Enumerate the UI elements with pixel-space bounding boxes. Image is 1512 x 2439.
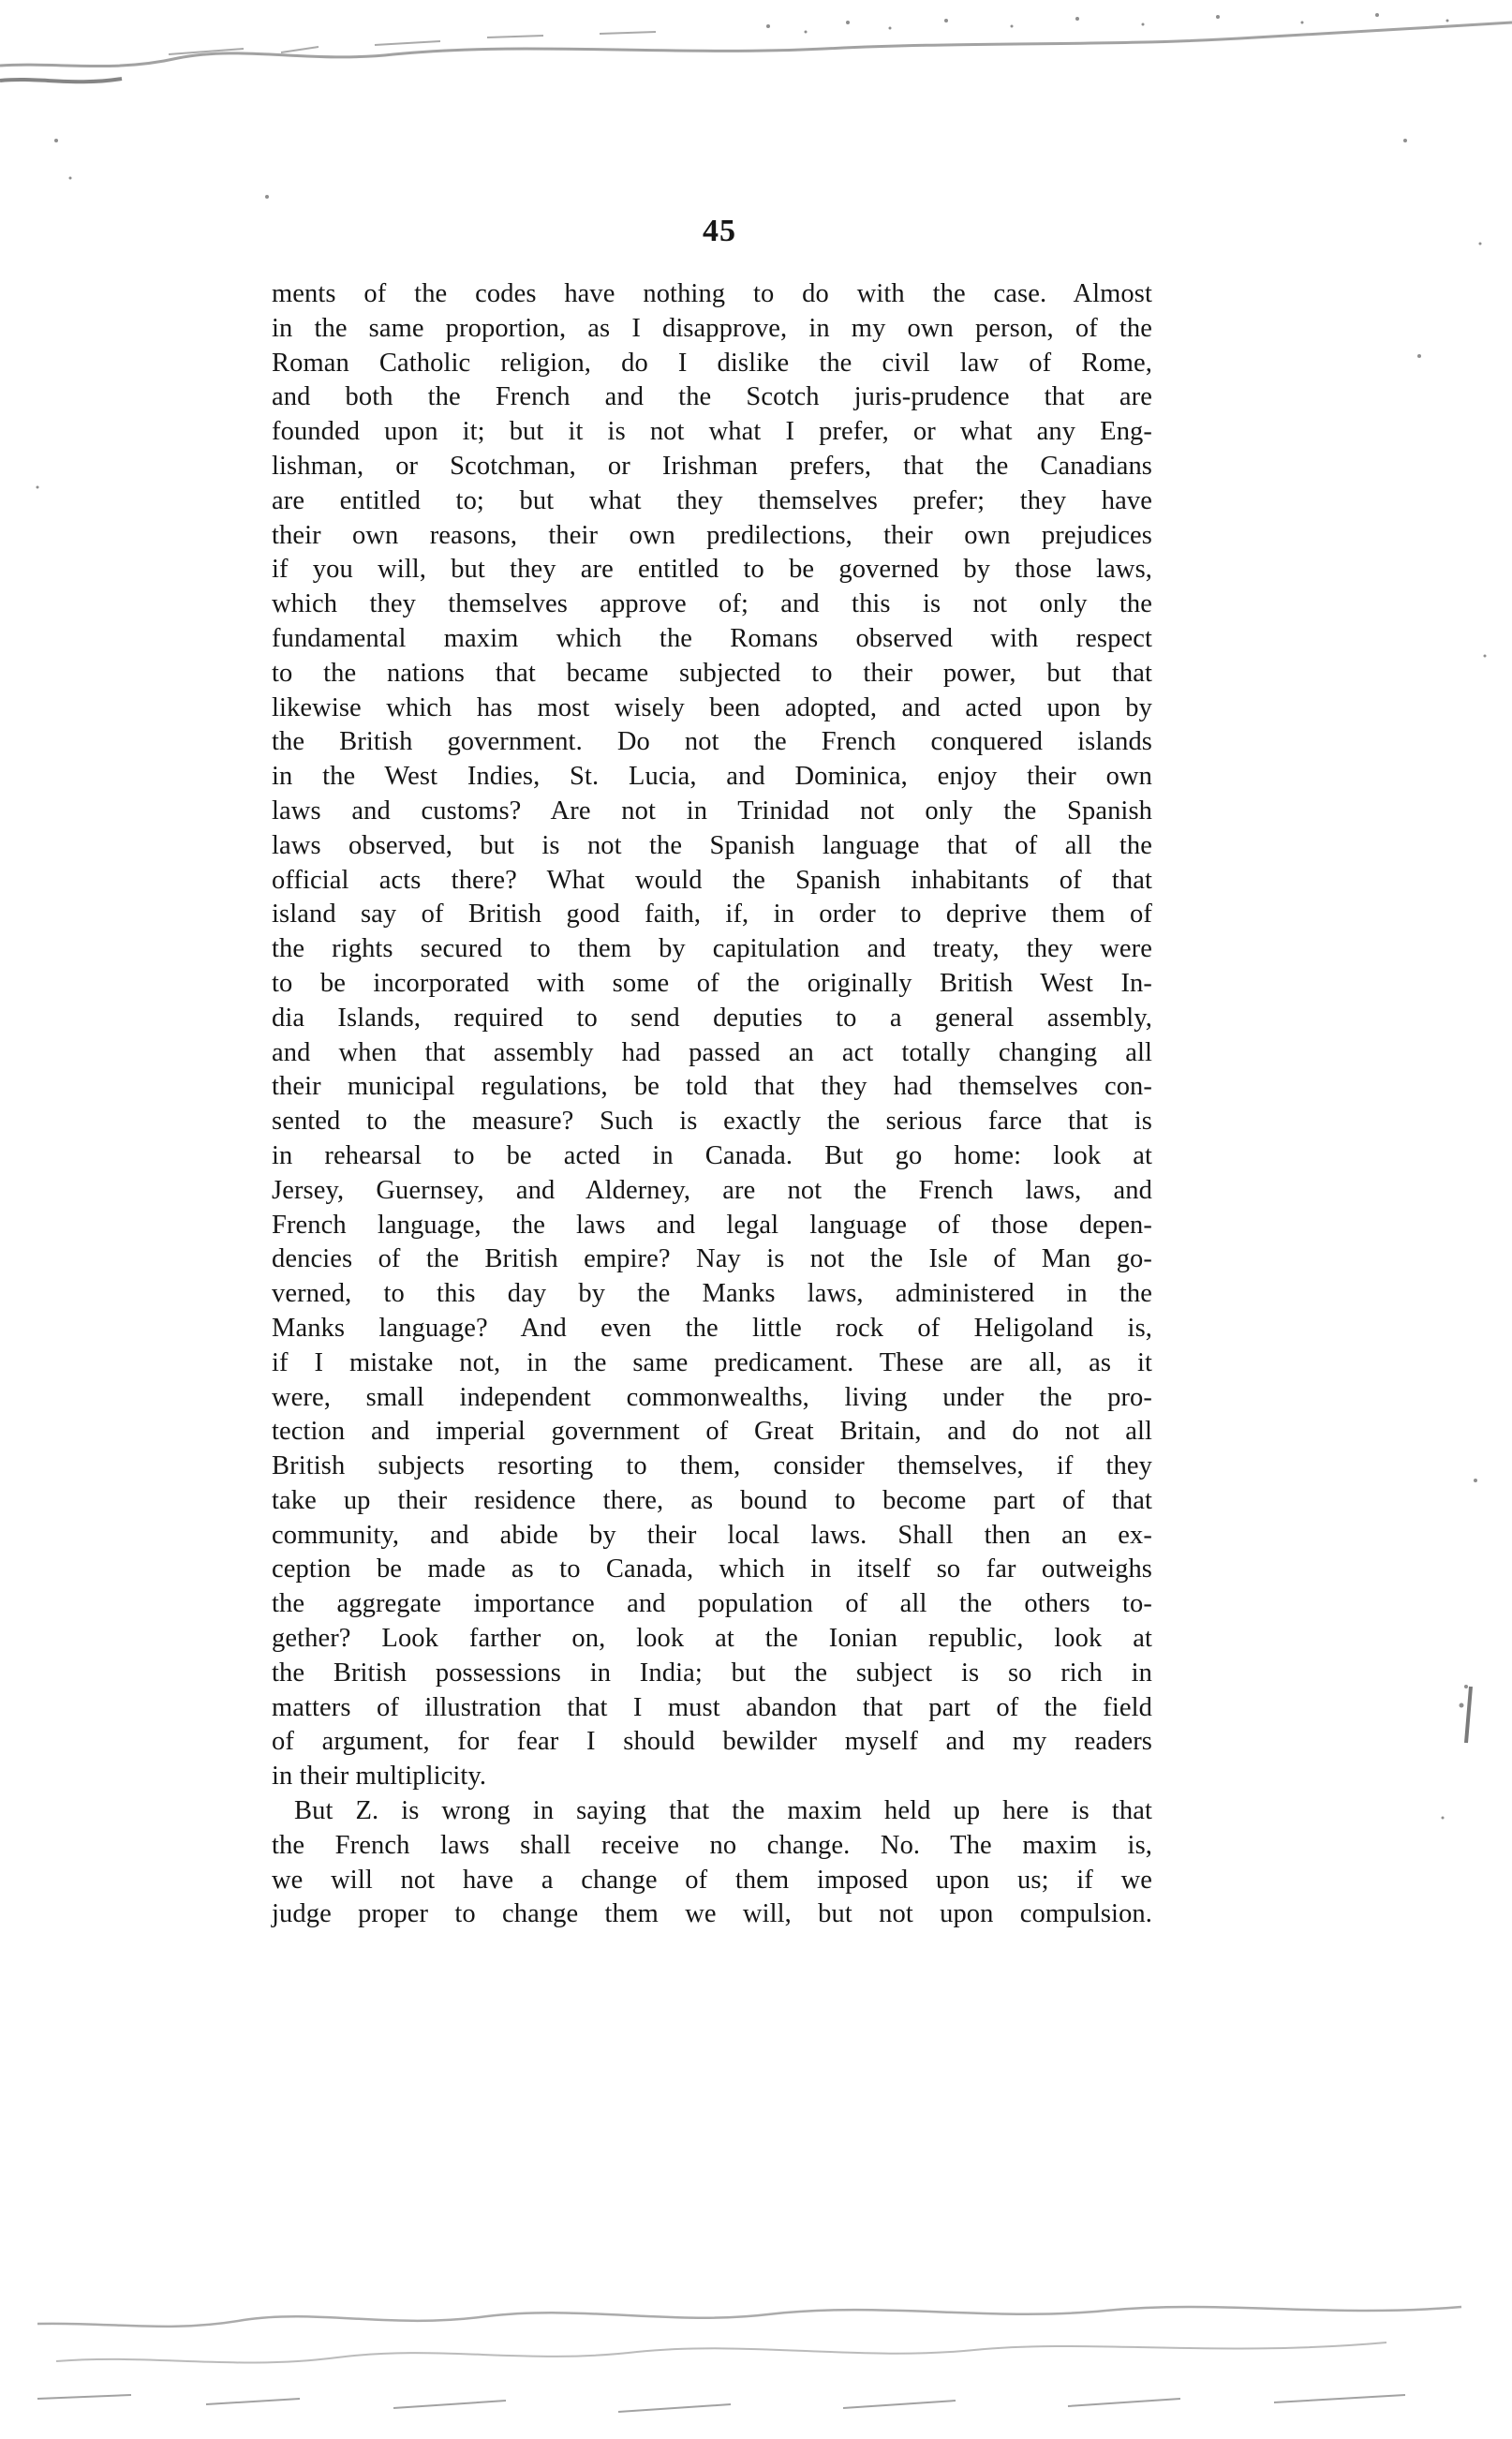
text-line: the British possessions in India; but the subject is so rich in — [272, 1658, 1152, 1688]
text-line: their own reasons, their own predilections, their own prejudices — [272, 520, 1152, 550]
text-line: Manks language? And even the little rock of Heligoland is, — [272, 1313, 1152, 1343]
body-text — [272, 277, 1152, 1932]
text-line: fundamental maxim which the Romans observed with respect — [272, 623, 1152, 653]
text-line: ception be made as to Canada, which in itself so far outweighs — [272, 1554, 1152, 1584]
text-line: But Z. is wrong in saying that the maxim held up here is that — [294, 1796, 1152, 1826]
paragraph — [272, 1794, 1152, 1932]
page-number: 45 — [703, 214, 736, 248]
text-line: tection and imperial government of Great Britain, and do not all — [272, 1417, 1152, 1447]
text-line: the rights secured to them by capitulation and treaty, they were — [272, 934, 1152, 964]
text-line: verned, to this day by the Manks laws, administered in the — [272, 1279, 1152, 1309]
text-line: if I mistake not, in the same predicament. These are all, as it — [272, 1347, 1152, 1377]
paragraph — [272, 277, 1152, 1794]
text-line: the French laws shall receive no change. No. The maxim is, — [272, 1830, 1152, 1860]
text-line: are entitled to; but what they themselves prefer; they have — [272, 485, 1152, 515]
text-line: laws and customs? Are not in Trinidad not only the Spanish — [272, 796, 1152, 825]
text-line: matters of illustration that I must abandon that part of the field — [272, 1692, 1152, 1722]
text-line: which they themselves approve of; and this is not only the — [272, 589, 1152, 619]
text-line: ments of the codes have nothing to do with the case. Almost — [272, 279, 1152, 308]
text-line: and both the French and the Scotch juris-prudence that are — [272, 382, 1152, 412]
text-line: were, small independent commonwealths, living under the pro- — [272, 1382, 1152, 1412]
text-line: their municipal regulations, be told that they had themselves con- — [272, 1072, 1152, 1102]
text-line: in the West Indies, St. Lucia, and Dominica, enjoy their own — [272, 762, 1152, 792]
text-line: sented to the measure? Such is exactly the serious farce that is — [272, 1107, 1152, 1137]
text-line: to be incorporated with some of the originally British West In- — [272, 968, 1152, 998]
text-line: judge proper to change them we will, but not upon compulsion. — [272, 1899, 1152, 1929]
text-line: take up their residence there, as bound to become part of that — [272, 1485, 1152, 1515]
text-line: in their multiplicity. — [272, 1762, 487, 1792]
text-line: in the same proportion, as I disapprove, in my own person, of the — [272, 313, 1152, 343]
text-line: community, and abide by their local laws. Shall then an ex- — [272, 1520, 1152, 1550]
text-line: official acts there? What would the Spanish inhabitants of that — [272, 865, 1152, 895]
text-line: founded upon it; but it is not what I prefer, or what any Eng- — [272, 417, 1152, 447]
text-line: of argument, for fear I should bewilder myself and my readers — [272, 1727, 1152, 1757]
text-line: gether? Look farther on, look at the Ionian republic, look at — [272, 1624, 1152, 1654]
text-line: French language, the laws and legal language of those depen- — [272, 1210, 1152, 1240]
text-line: laws observed, but is not the Spanish language that of all the — [272, 830, 1152, 860]
text-line: island say of British good faith, if, in order to deprive them of — [272, 900, 1152, 929]
text-line: to the nations that became subjected to their power, but that — [272, 658, 1152, 688]
text-line: we will not have a change of them imposed upon us; if we — [272, 1865, 1152, 1895]
text-line: dia Islands, required to send deputies to a general assembly, — [272, 1003, 1152, 1033]
text-line: British subjects resorting to them, consider themselves, if they — [272, 1451, 1152, 1481]
text-line: lishman, or Scotchman, or Irishman prefers, that the Canadians — [272, 451, 1152, 481]
text-line: if you will, but they are entitled to be governed by those laws, — [272, 555, 1152, 585]
text-line: Roman Catholic religion, do I dislike the civil law of Rome, — [272, 348, 1152, 378]
text-line: in rehearsal to be acted in Canada. But go home: look at — [272, 1140, 1152, 1170]
text-line: likewise which has most wisely been adopted, and acted upon by — [272, 692, 1152, 722]
text-line: dencies of the British empire? Nay is not the Isle of Man go- — [272, 1244, 1152, 1274]
text-line: the aggregate importance and population of all the others to- — [272, 1589, 1152, 1619]
text-line: the British government. Do not the French conquered islands — [272, 727, 1152, 757]
text-line: and when that assembly had passed an act totally changing all — [272, 1037, 1152, 1067]
text-line: Jersey, Guernsey, and Alderney, are not the French laws, and — [272, 1175, 1152, 1205]
